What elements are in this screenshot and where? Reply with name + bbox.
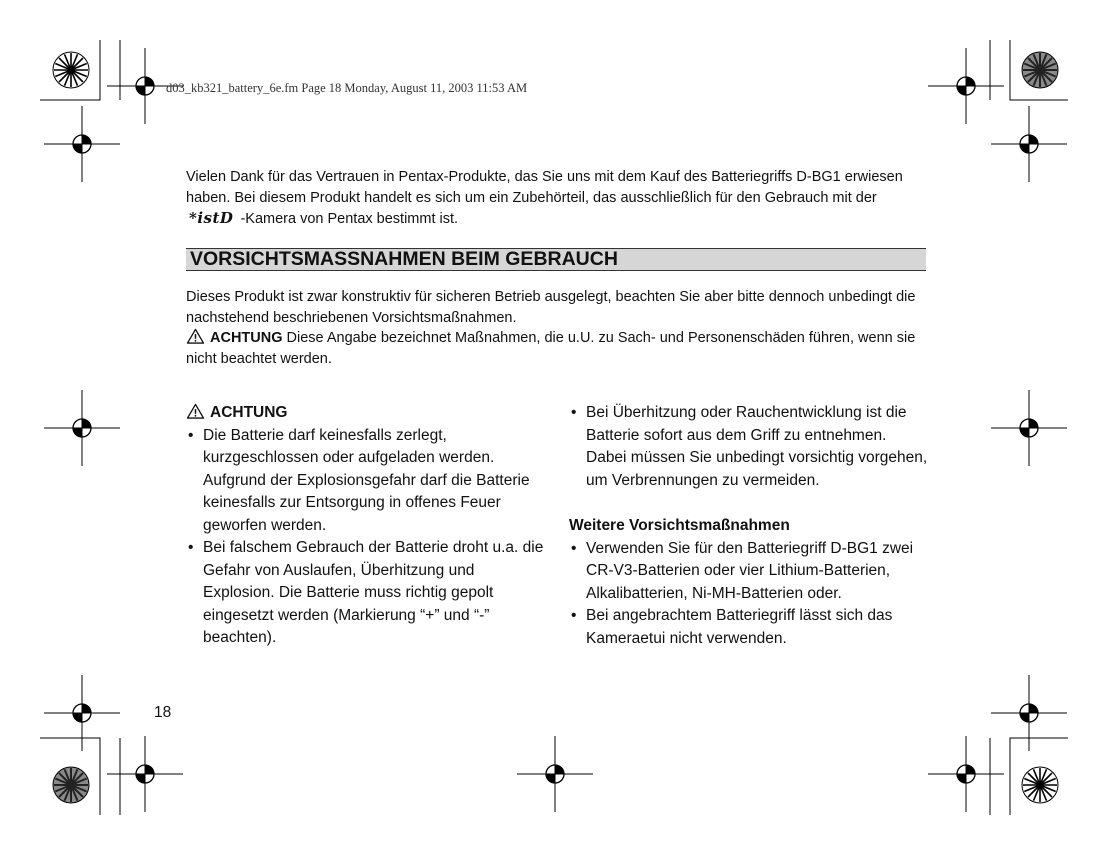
- warning-triangle-icon: [186, 403, 205, 419]
- section-description: [186, 287, 931, 369]
- caution-heading-text: ACHTUNG: [210, 404, 288, 421]
- caution-heading: [186, 402, 546, 425]
- section-title: VORSICHTSMASSNAHMEN BEIM GEBRAUCH: [186, 248, 926, 271]
- left-column: [186, 402, 546, 650]
- list-item: [569, 402, 929, 492]
- bullet-glyph: •: [571, 607, 577, 624]
- list-item: [186, 425, 546, 538]
- further-precautions-list: [569, 538, 929, 651]
- list-item: [569, 538, 929, 606]
- warning-triangle-icon: [186, 328, 205, 344]
- caution-text: Diese Angabe bezeichnet Maßnahmen, die u.U. zu Sach- und Personenschäden führen, wenn sie nicht beachtet werden.: [186, 330, 916, 367]
- istd-brand-logo: *istD: [189, 209, 234, 227]
- intro-text: Vielen Dank für das Vertrauen in Pentax-Produkte, das Sie uns mit dem Kauf des Batteriegriffs D-BG1 erwiesen haben. Bei diesem Produkt handelt es sich um ein Zubehörteil, das ausschließlich für den Gebrauch mit der: [186, 169, 903, 206]
- further-precautions-heading: Weitere Vorsichtsmaßnahmen: [569, 517, 790, 534]
- list-item-text: Bei Überhitzung oder Rauchentwicklung ist die Batterie sofort aus dem Griff zu entnehmen. Dabei müssen Sie unbedingt vorsichtig vorgehen, um Verbrennungen zu vermeiden.: [586, 404, 928, 489]
- page-number: 18: [154, 704, 172, 721]
- list-item: [569, 605, 929, 650]
- right-column: [569, 402, 929, 650]
- description-text: Dieses Produkt ist zwar konstruktiv für sicheren Betrieb ausgelegt, beachten Sie aber bitte dennoch unbedingt die nachstehend beschriebenen Vorsichtsmaßnahmen.: [186, 289, 916, 326]
- intro-paragraph: [186, 167, 931, 230]
- list-item-text: Die Batterie darf keinesfalls zerlegt, kurzgeschlossen oder aufgeladen werden. Aufgrund der Explosionsgefahr darf die Batterie keinesfalls zur Entsorgung in offenes Feuer geworfen werden.: [203, 426, 530, 534]
- list-item-text: Bei falschem Gebrauch der Batterie droht u.a. die Gefahr von Auslaufen, Überhitzung und Explosion. Die Batterie muss richtig gepolt eingesetzt werden (Markierung “+” und “-” beachten).: [203, 539, 544, 646]
- caution-list-continued: [569, 402, 929, 492]
- list-item: [186, 537, 546, 650]
- bullet-glyph: •: [571, 404, 577, 421]
- bullet-glyph: •: [188, 539, 194, 556]
- bullet-glyph: •: [188, 426, 194, 444]
- print-slug: d03_kb321_battery_6e.fm Page 18 Monday, August 11, 2003 11:53 AM: [166, 81, 528, 95]
- intro-text-end: -Kamera von Pentax bestimmt ist.: [240, 211, 459, 227]
- caution-list: [186, 425, 546, 650]
- list-item-text: Verwenden Sie für den Batteriegriff D-BG1 zwei CR-V3-Batterien oder vier Lithium-Batterien, Alkalibatterien, Ni-MH-Batterien oder.: [586, 539, 914, 602]
- list-item-text: Bei angebrachtem Batteriegriff lässt sich das Kameraetui nicht verwenden.: [586, 607, 893, 647]
- bullet-glyph: •: [571, 539, 577, 557]
- caution-label: ACHTUNG: [210, 330, 283, 346]
